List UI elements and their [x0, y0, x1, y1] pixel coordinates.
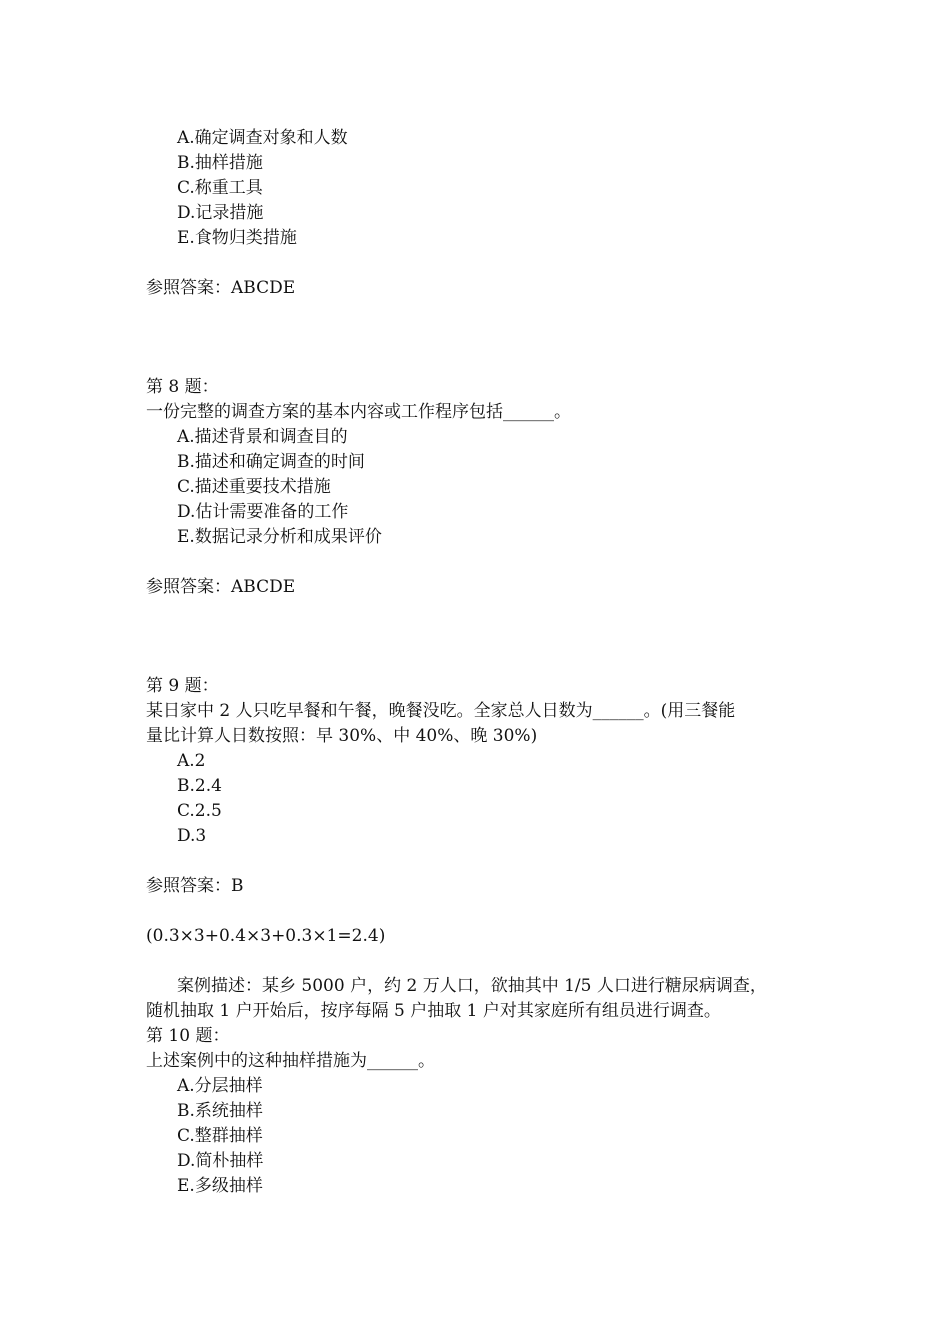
question-7-options: [146, 126, 806, 251]
option-c: C.整群抽样: [177, 1126, 263, 1146]
option-c: C.描述重要技术措施: [177, 477, 331, 497]
option-d: D.记录措施: [177, 203, 264, 223]
option-c: C.2.5: [177, 801, 222, 821]
case-description-line-1: 案例描述：某乡 5000 户，约 2 万人口，欲抽其中 1/5 人口进行糖尿病调查，: [177, 976, 767, 996]
question-9-number: 第 9 题：: [146, 676, 219, 696]
question-10-text: 上述案例中的这种抽样措施为______。: [146, 1051, 435, 1071]
case-description-line-2: 随机抽取 1 户开始后，按序每隔 5 户抽取 1 户对其家庭所有组员进行调查。: [146, 1001, 721, 1021]
option-b: B.2.4: [177, 776, 222, 796]
question-9-explanation: (0.3×3+0.4×3+0.3×1=2.4): [146, 926, 386, 946]
question-8-options: [146, 425, 806, 550]
option-e: E.食物归类措施: [177, 228, 297, 248]
question-7-answer: 参照答案：ABCDE: [146, 278, 296, 298]
option-a: A.描述背景和调查目的: [177, 427, 348, 447]
option-b: B.抽样措施: [177, 153, 263, 173]
option-b: B.系统抽样: [177, 1101, 263, 1121]
question-9-text-line-2: 量比计算人日数按照：早 30%、中 40%、晚 30%): [146, 726, 538, 746]
question-9-text-line-1: 某日家中 2 人只吃早餐和午餐，晚餐没吃。全家总人日数为______。(用三餐能: [146, 701, 736, 721]
option-d: D.3: [177, 826, 207, 846]
option-b: B.描述和确定调查的时间: [177, 452, 365, 472]
option-e: E.多级抽样: [177, 1176, 263, 1196]
option-d: D.简朴抽样: [177, 1151, 264, 1171]
option-a: A.2: [177, 751, 206, 771]
option-a: A.分层抽样: [177, 1076, 263, 1096]
document-content: [146, 126, 806, 1199]
question-10-options: [146, 1074, 806, 1199]
question-8-text: 一份完整的调查方案的基本内容或工作程序包括______。: [146, 402, 571, 422]
question-10-number: 第 10 题：: [146, 1026, 230, 1046]
question-9-options: [146, 749, 806, 849]
question-8-number: 第 8 题：: [146, 377, 219, 397]
option-d: D.估计需要准备的工作: [177, 502, 349, 522]
option-e: E.数据记录分析和成果评价: [177, 527, 382, 547]
question-9-answer: 参照答案：B: [146, 876, 244, 896]
question-8-answer: 参照答案：ABCDE: [146, 577, 296, 597]
option-a: A.确定调查对象和人数: [177, 128, 348, 148]
option-c: C.称重工具: [177, 178, 263, 198]
